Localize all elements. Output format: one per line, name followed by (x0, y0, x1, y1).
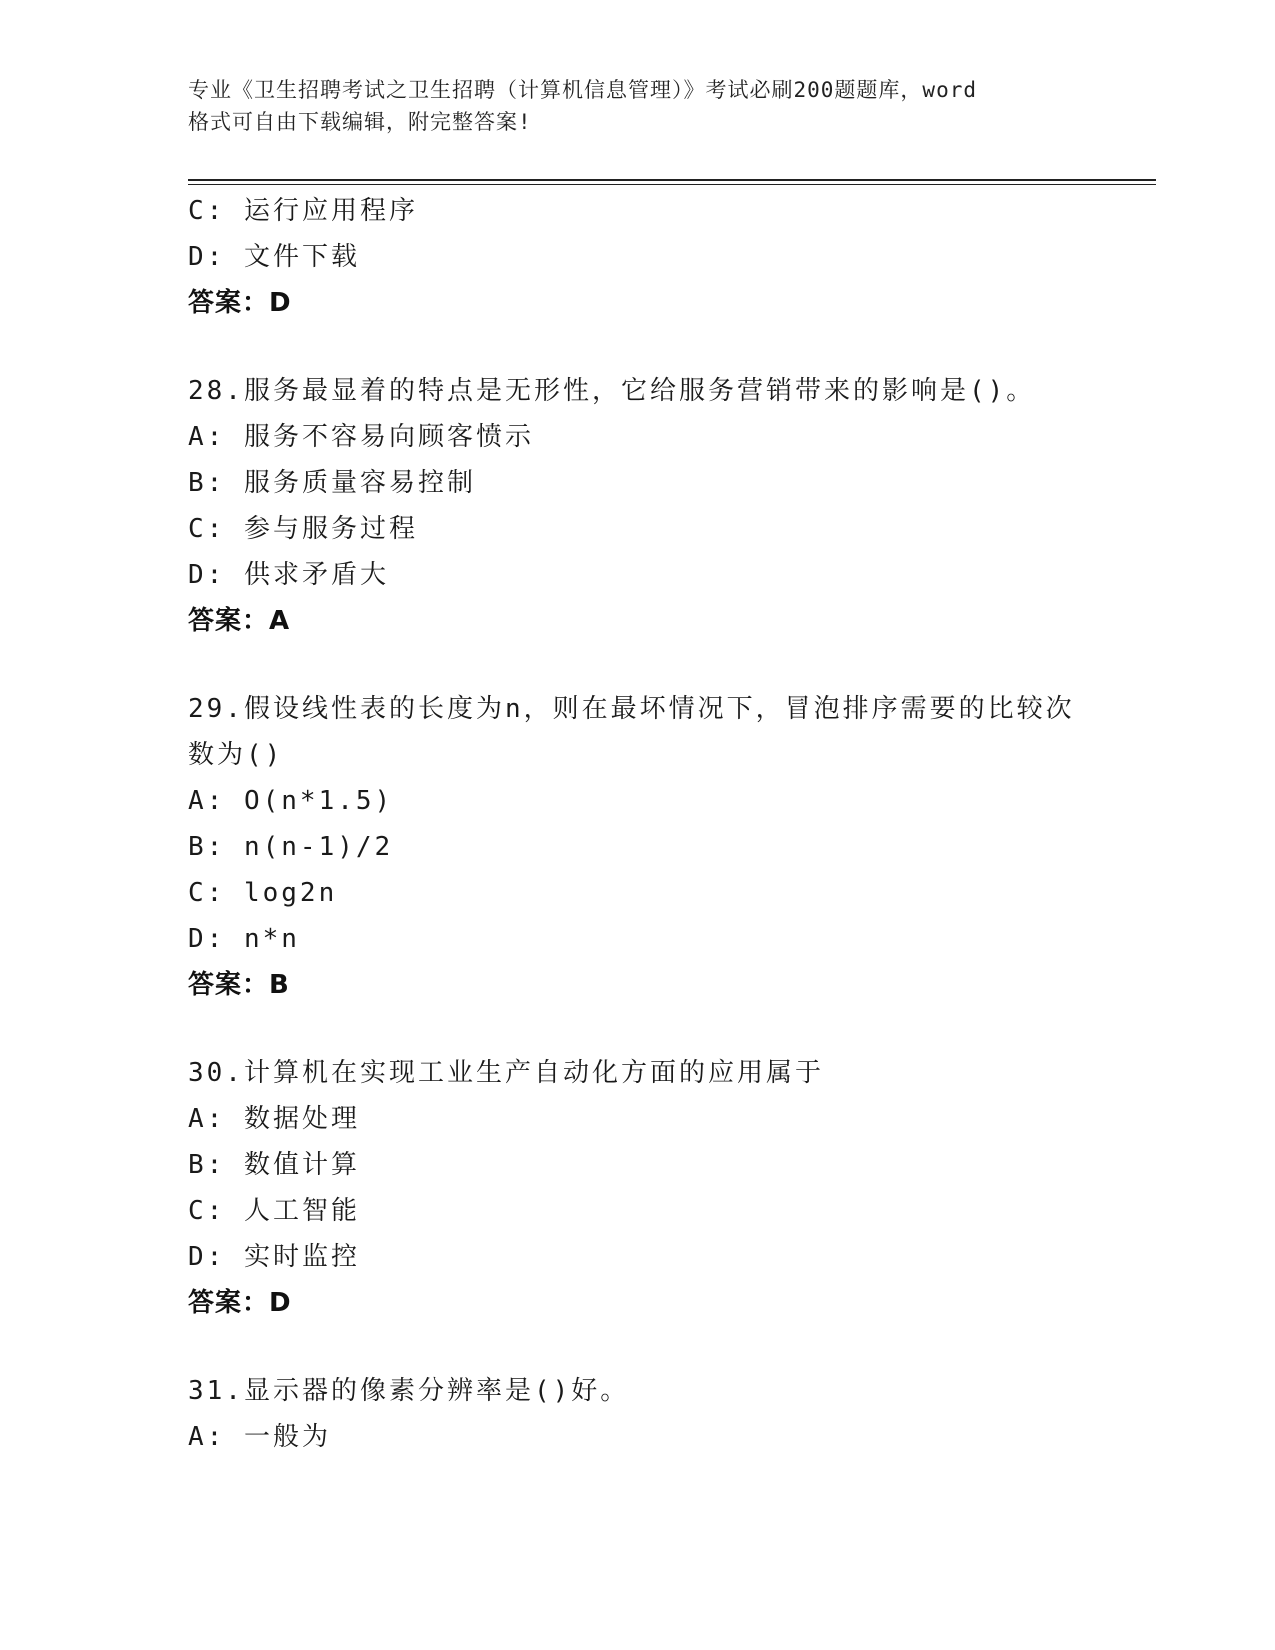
question-stem: 28.服务最显着的特点是无形性，它给服务营销带来的影响是()。 (188, 376, 1036, 406)
answer-label: 答案：A (188, 606, 291, 636)
header-divider-thick (188, 179, 1156, 181)
answer-label: 答案：B (188, 970, 290, 1000)
header-divider-thin (188, 184, 1156, 185)
question-stem: 29.假设线性表的长度为n，则在最坏情况下，冒泡排序需要的比较次 (188, 694, 1075, 724)
option-d: D: 供求矛盾大 (188, 560, 389, 590)
question-30 (188, 1050, 1128, 1326)
question-spacer (188, 1008, 1128, 1050)
question-list (188, 188, 1128, 1460)
option-d: D: 文件下载 (188, 242, 360, 272)
answer-label: 答案：D (188, 1288, 292, 1318)
option-c: C: 运行应用程序 (188, 196, 418, 226)
option-b: B: 服务质量容易控制 (188, 468, 476, 498)
header-line-2: 格式可自由下载编辑，附完整答案! (188, 110, 532, 134)
option-a: A: O(n*1.5) (188, 786, 394, 816)
question-29 (188, 686, 1128, 1008)
option-d: D: n*n (188, 924, 300, 954)
option-a: A: 一般为 (188, 1422, 331, 1452)
option-b: B: n(n-1)/2 (188, 832, 394, 862)
question-27-continued (188, 188, 1128, 326)
option-a: A: 数据处理 (188, 1104, 360, 1134)
question-spacer (188, 644, 1128, 686)
header-line-1: 专业《卫生招聘考试之卫生招聘（计算机信息管理）》考试必刷200题题库，word (188, 78, 977, 102)
document-header (188, 74, 1088, 138)
option-b: B: 数值计算 (188, 1150, 360, 1180)
option-c: C: 参与服务过程 (188, 514, 418, 544)
answer-label: 答案：D (188, 288, 292, 318)
question-stem-continued: 数为() (188, 740, 284, 770)
question-spacer (188, 326, 1128, 368)
question-stem: 30.计算机在实现工业生产自动化方面的应用属于 (188, 1058, 824, 1088)
question-spacer (188, 1326, 1128, 1368)
question-31 (188, 1368, 1128, 1460)
option-d: D: 实时监控 (188, 1242, 360, 1272)
question-stem: 31.显示器的像素分辨率是()好。 (188, 1376, 630, 1406)
question-28 (188, 368, 1128, 644)
option-c: C: 人工智能 (188, 1196, 360, 1226)
option-a: A: 服务不容易向顾客愤示 (188, 422, 534, 452)
option-c: C: log2n (188, 878, 338, 908)
